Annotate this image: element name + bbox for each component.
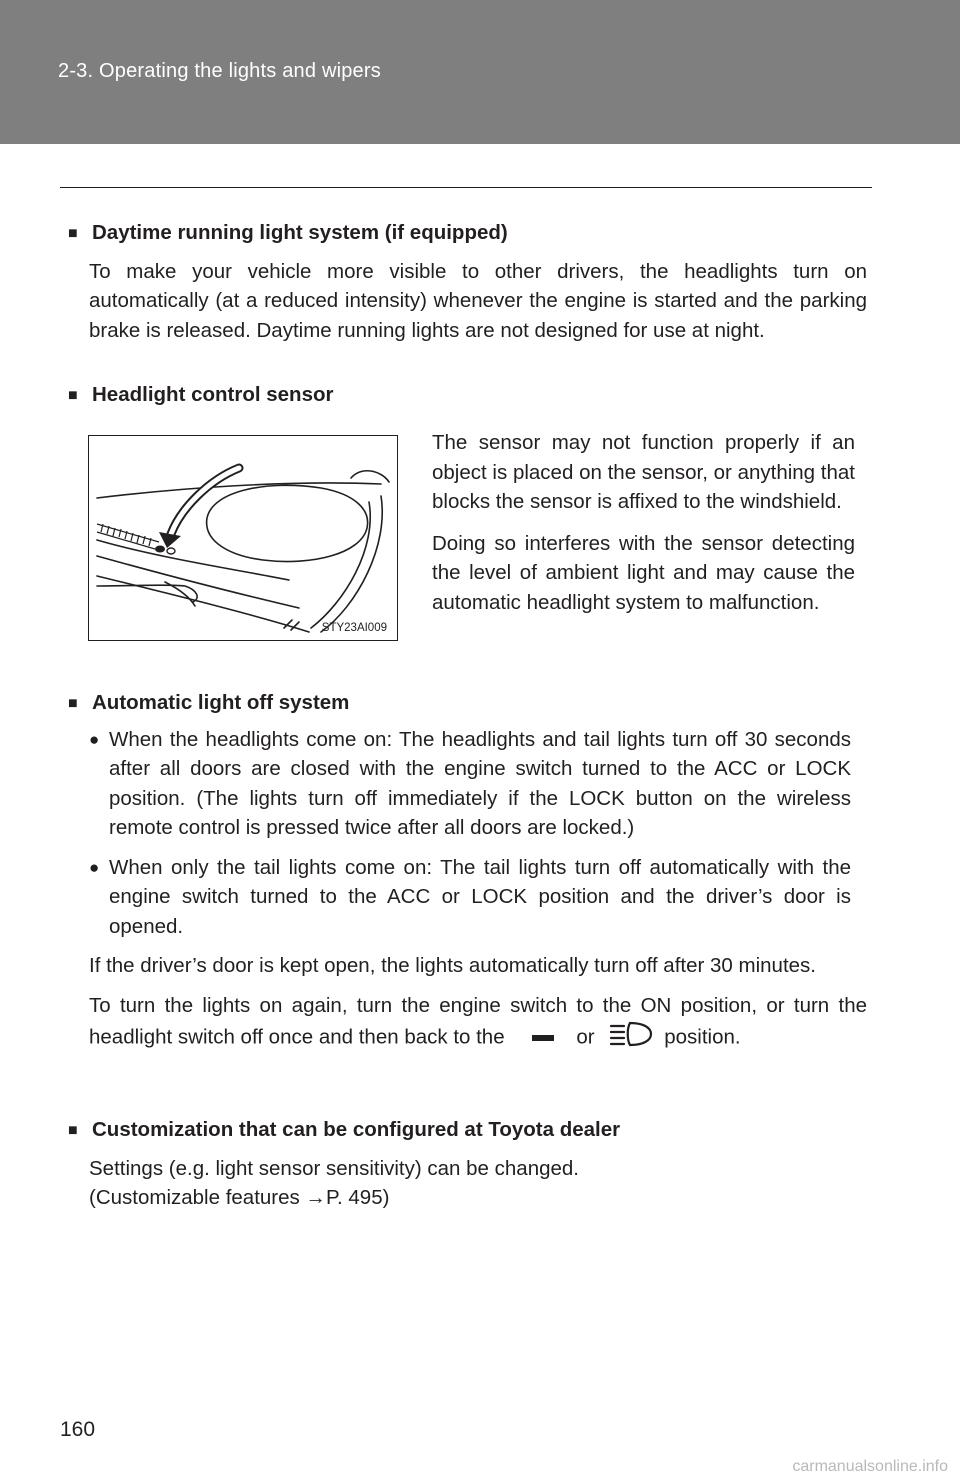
daytime-heading: ■ Daytime running light system (if equipped) (68, 218, 868, 249)
auto-off-section (68, 688, 868, 1057)
daytime-section (68, 218, 868, 345)
square-bullet-icon: ■ (68, 225, 78, 242)
custom-section (68, 1115, 868, 1213)
daytime-body: To make your vehicle more visible to other drivers, the headlights turn on automatically (at a reduced intensity) whenever the engine is started and the parking brake is released. Daytime running lights are not designed for use at night. (89, 259, 867, 342)
sensor-illustration (88, 435, 398, 641)
circle-bullet-icon: ● (89, 857, 100, 877)
tail-light-symbol-icon (530, 1024, 556, 1054)
sensor-text (432, 428, 855, 617)
square-bullet-icon: ■ (68, 1122, 78, 1139)
windshield-sensor-icon (89, 436, 396, 639)
list-item (89, 725, 851, 843)
square-bullet-icon: ■ (68, 695, 78, 712)
custom-line-2: (Customizable features →P. 495) (89, 1186, 390, 1209)
section-title: 2-3. Operating the lights and wipers (58, 60, 381, 82)
auto-off-heading: ■ Automatic light off system (68, 688, 868, 719)
page-number: 160 (60, 1418, 96, 1441)
auto-off-bullet-1: When the headlights come on: The headlights and tail lights turn off 30 seconds after all doors are closed with the engine switch turned to the ACC or LOCK position. (The lights turn off immediately if the LOCK button on the wireless remote control is pressed twice after all doors are locked.) (109, 727, 851, 839)
sensor-text-2: Doing so interferes with the sensor detecting the level of ambient light and may cause the automatic headlight system to malfunction. (432, 531, 855, 614)
auto-off-bullet-2: When only the tail lights come on: The tail lights turn off automatically with the engine switch turned to the ACC or LOCK position and the driver’s door is opened. (109, 855, 851, 938)
sensor-text-1: The sensor may not function properly if an object is placed on the sensor, or anything that blocks the sensor is affixed to the windshield. (432, 431, 855, 513)
sensor-heading: ■ Headlight control sensor (68, 380, 333, 411)
auto-off-para-2: To turn the lights on again, turn the engine switch to the ON position, or turn the headlight switch off once and then back to the or position. (89, 991, 867, 1057)
figure-code: STY23AI009 (321, 622, 387, 634)
auto-off-para-1: If the driver’s door is kept open, the lights automatically turn off after 30 minutes. (89, 954, 816, 977)
custom-heading: ■ Customization that can be configured at Toyota dealer (68, 1115, 868, 1146)
headlight-symbol-icon (608, 1020, 654, 1057)
custom-line-1: Settings (e.g. light sensor sensitivity) can be changed. (89, 1156, 579, 1180)
list-item (89, 853, 851, 942)
header-rule (60, 187, 872, 188)
watermark: carmanualsonline.info (792, 1458, 948, 1475)
square-bullet-icon: ■ (68, 387, 78, 404)
circle-bullet-icon: ● (89, 729, 100, 749)
header-band (0, 0, 960, 144)
